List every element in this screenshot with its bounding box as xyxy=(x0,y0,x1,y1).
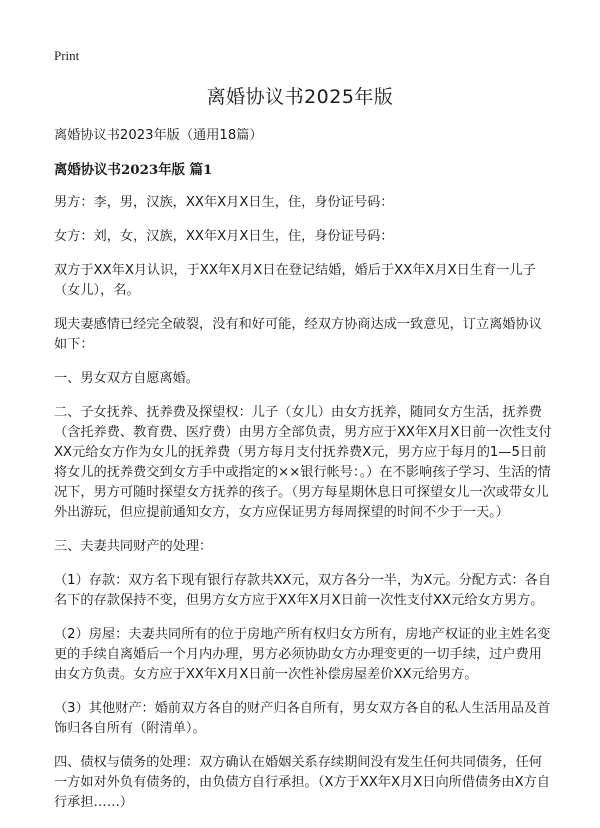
clause-property-heading: 三、夫妻共同财产的处理： xyxy=(54,539,213,554)
print-link[interactable]: Print xyxy=(54,48,80,63)
document-title: 离婚协议书2025年版 xyxy=(206,86,394,108)
clause-deposits: （1）存款：双方名下现有银行存款共XX元，双方各分一半，为X元。分配方式：各自名下的存款保持不变，但男方女方应于XX年X月X日前一次性支付XX元给女方男方。 xyxy=(54,573,552,608)
paragraph-husband-info: 男方：李，男，汉族，XX年X月X日生，住，身份证号码： xyxy=(54,195,394,210)
clause-voluntary-divorce: 一、男女双方自愿离婚。 xyxy=(54,371,200,386)
clause-housing: （2）房屋：夫妻共同所有的位于房地产所有权归女方所有，房地产权证的业主姓名变更的手续自离婚后一个月内办理，男方必须协助女方办理变更的一切手续，过户费用由女方负责。女方应于XX年X月X日前一次性补偿房屋差价XX元给男方。 xyxy=(54,627,551,682)
paragraph-marriage-background: 双方于XX年X月认识，于XX年X月X日在登记结婚，婚后于XX年X月X日生育一儿子（女儿），名。 xyxy=(54,263,536,298)
clause-child-custody: 二、子女抚养、抚养费及探望权：儿子（女儿）由女方抚养，随同女方生活，抚养费（含托养费、教育费、医疗费）由男方全部负责，男方应于XX年X月X日前一次性支付XX元给女方作为女儿的抚养费（男方每月支付抚养费X元，男方应于每月的1—5日前将女儿的抚养费交到女方手中或指定的××银行帐号：。）在不影响孩子学习、生活的情况下，男方可随时探望女方抚养的孩子。（男方每星期休息日可探望女儿一次或带女儿外出游玩，但应提前通知女方，女方应保证男方每周探望的时间不少于一天。） xyxy=(54,405,552,520)
paragraph-wife-info: 女方：刘，女，汉族，XX年X月X日生，住，身份证号码： xyxy=(54,229,394,244)
document-body xyxy=(54,126,554,827)
section-heading: 离婚协议书2023年版 篇1 xyxy=(54,162,213,178)
clause-other-property: （3）其他财产：婚前双方各自的财产归各自所有，男女双方各自的私人生活用品及首饰归各自所有（附清单）。 xyxy=(54,701,551,736)
paragraph-agreement-intro: 现夫妻感情已经完全破裂，没有和好可能，经双方协商达成一致意见，订立离婚协议如下： xyxy=(54,317,542,352)
clause-debts: 四、债权与债务的处理：双方确认在婚姻关系存续期间没有发生任何共同债务，任何一方如对外负有债务的，由负债方自行承担。（X方于XX年X月X日向所借债务由X方自行承担……） xyxy=(54,755,550,810)
document-subtitle: 离婚协议书2023年版（通用18篇） xyxy=(54,128,263,143)
